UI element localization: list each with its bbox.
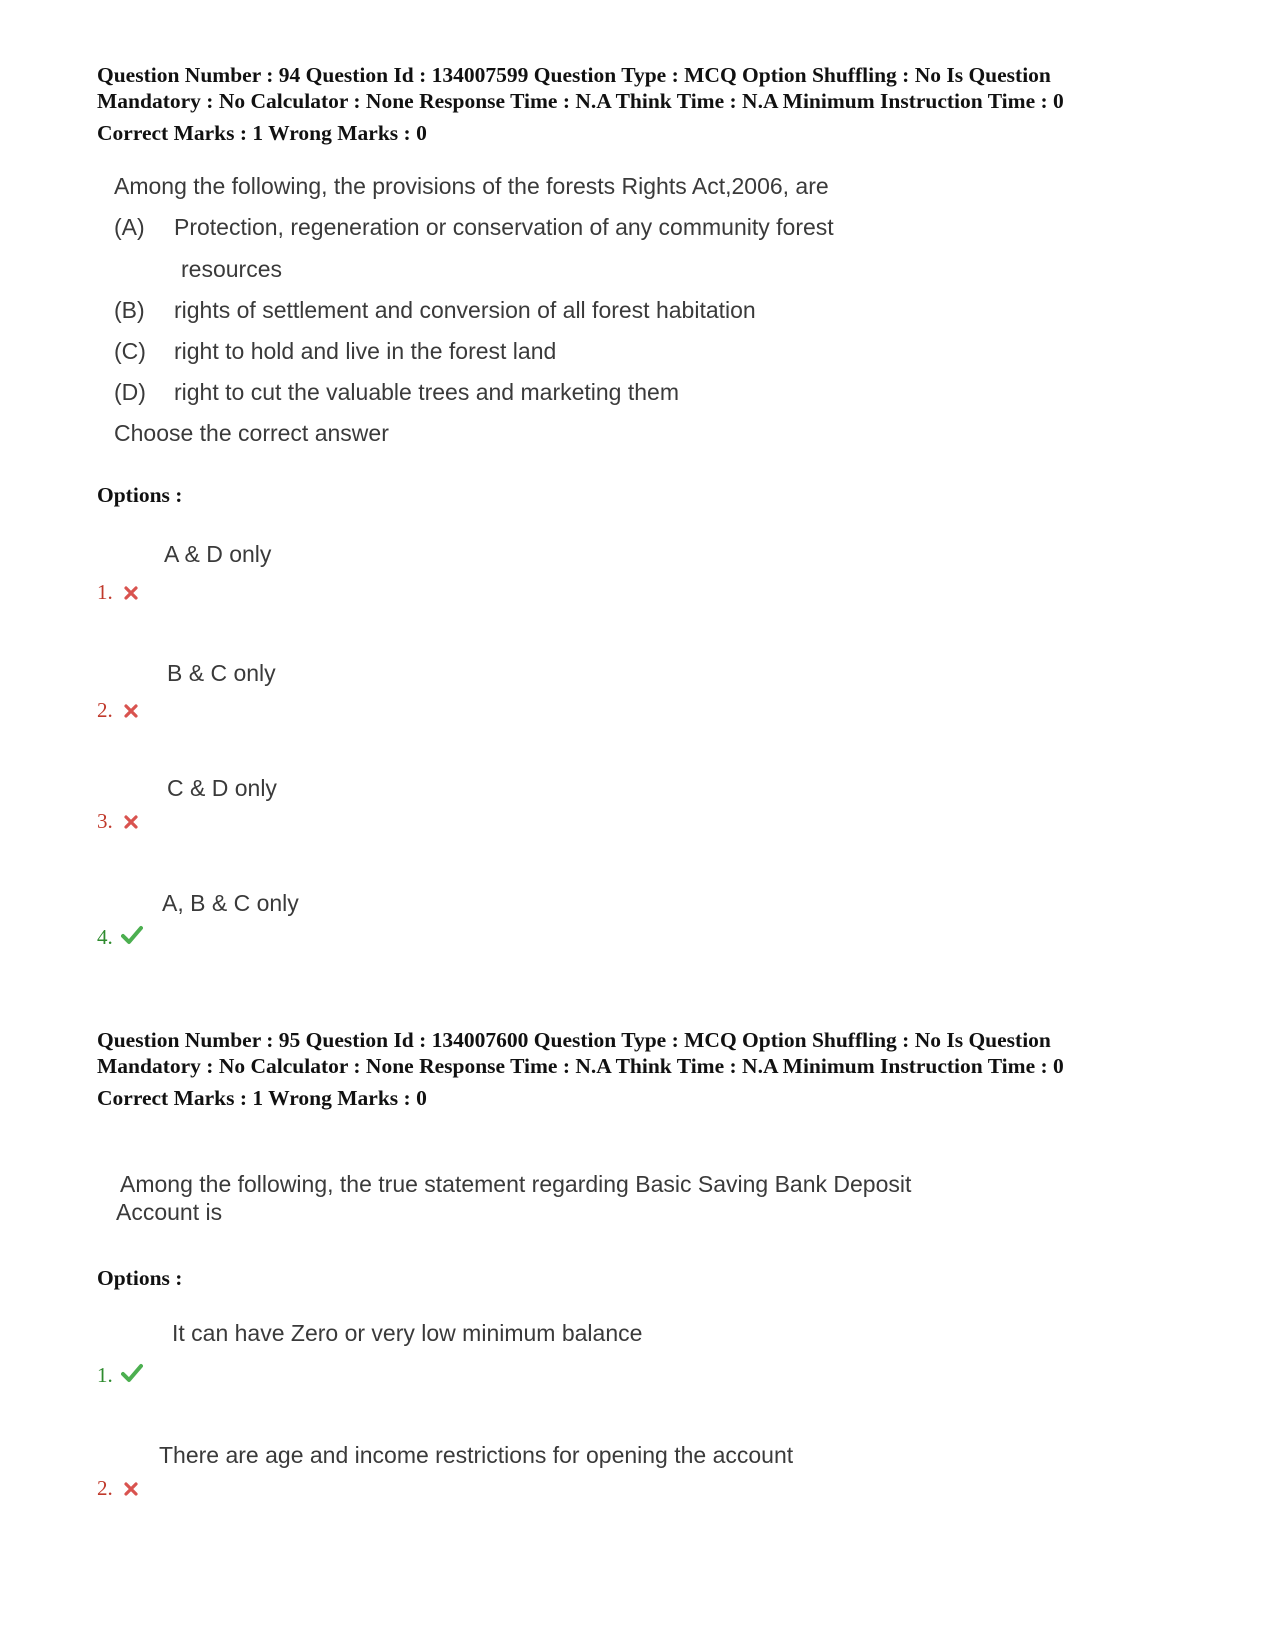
q95-marks: Correct Marks : 1 Wrong Marks : 0 bbox=[97, 1086, 427, 1110]
q94-stem: Among the following, the provisions of the forests Rights Act,2006, are bbox=[114, 173, 829, 199]
statement-label: (C) bbox=[114, 338, 146, 364]
q94-instruction: Choose the correct answer bbox=[114, 420, 389, 446]
q94-marks: Correct Marks : 1 Wrong Marks : 0 bbox=[97, 121, 427, 145]
q95-stem-line2: Account is bbox=[116, 1199, 223, 1225]
q94-statement-c bbox=[114, 338, 556, 365]
q95-stem-line1: Among the following, the true statement regarding Basic Saving Bank Deposit bbox=[120, 1171, 912, 1197]
q94-option-4-number bbox=[97, 925, 113, 950]
statement-text: right to cut the valuable trees and marketing them bbox=[174, 379, 680, 405]
q95-meta-line1: Question Number : 95 Question Id : 134007600 Question Type : MCQ Option Shuffling : No Is Question bbox=[97, 1028, 1051, 1052]
check-icon bbox=[121, 925, 143, 945]
q95-option-2-text[interactable]: There are age and income restrictions for opening the account bbox=[159, 1442, 794, 1468]
q94-meta-line2: Mandatory : No Calculator : None Response Time : N.A Think Time : N.A Minimum Instruction Time : 0 bbox=[97, 89, 1064, 113]
q95-meta-line2: Mandatory : No Calculator : None Response Time : N.A Think Time : N.A Minimum Instruction Time : 0 bbox=[97, 1054, 1064, 1078]
q94-statement-a bbox=[114, 214, 834, 241]
q95-meta bbox=[97, 1027, 1217, 1111]
statement-label: (A) bbox=[114, 214, 145, 240]
q94-options-heading: Options : bbox=[97, 483, 183, 507]
check-icon bbox=[121, 1363, 143, 1383]
q95-option-1-text[interactable]: It can have Zero or very low minimum balance bbox=[172, 1320, 643, 1346]
statement-text: rights of settlement and conversion of all forest habitation bbox=[174, 297, 756, 323]
statement-text: Protection, regeneration or conservation of any community forest bbox=[174, 214, 834, 240]
q94-statement-a-continued: resources bbox=[181, 256, 282, 282]
q94-option-1-number bbox=[97, 580, 113, 605]
statement-label: (B) bbox=[114, 297, 145, 323]
option-number: 4. bbox=[97, 925, 113, 949]
q94-option-1-text[interactable]: A & D only bbox=[164, 541, 272, 567]
cross-icon bbox=[123, 703, 139, 719]
q94-option-2-number bbox=[97, 698, 113, 723]
q95-option-2-number bbox=[97, 1476, 113, 1501]
cross-icon bbox=[123, 1481, 139, 1497]
statement-text: right to hold and live in the forest land bbox=[174, 338, 557, 364]
q94-statement-b bbox=[114, 297, 756, 324]
option-number: 2. bbox=[97, 1476, 113, 1500]
q94-option-4-text[interactable]: A, B & C only bbox=[162, 890, 299, 916]
q94-option-3-number bbox=[97, 809, 113, 834]
q94-option-2-text[interactable]: B & C only bbox=[167, 660, 276, 686]
q94-option-3-text[interactable]: C & D only bbox=[167, 775, 277, 801]
option-number: 2. bbox=[97, 698, 113, 722]
option-number: 3. bbox=[97, 809, 113, 833]
q95-option-1-number bbox=[97, 1363, 113, 1388]
q95-options-heading: Options : bbox=[97, 1266, 183, 1290]
cross-icon bbox=[123, 814, 139, 830]
q94-statement-d bbox=[114, 379, 679, 406]
q94-meta bbox=[97, 62, 1217, 146]
option-number: 1. bbox=[97, 580, 113, 604]
cross-icon bbox=[123, 585, 139, 601]
q94-meta-line1: Question Number : 94 Question Id : 134007599 Question Type : MCQ Option Shuffling : No Is Question bbox=[97, 63, 1051, 87]
option-number: 1. bbox=[97, 1363, 113, 1387]
statement-label: (D) bbox=[114, 379, 146, 405]
